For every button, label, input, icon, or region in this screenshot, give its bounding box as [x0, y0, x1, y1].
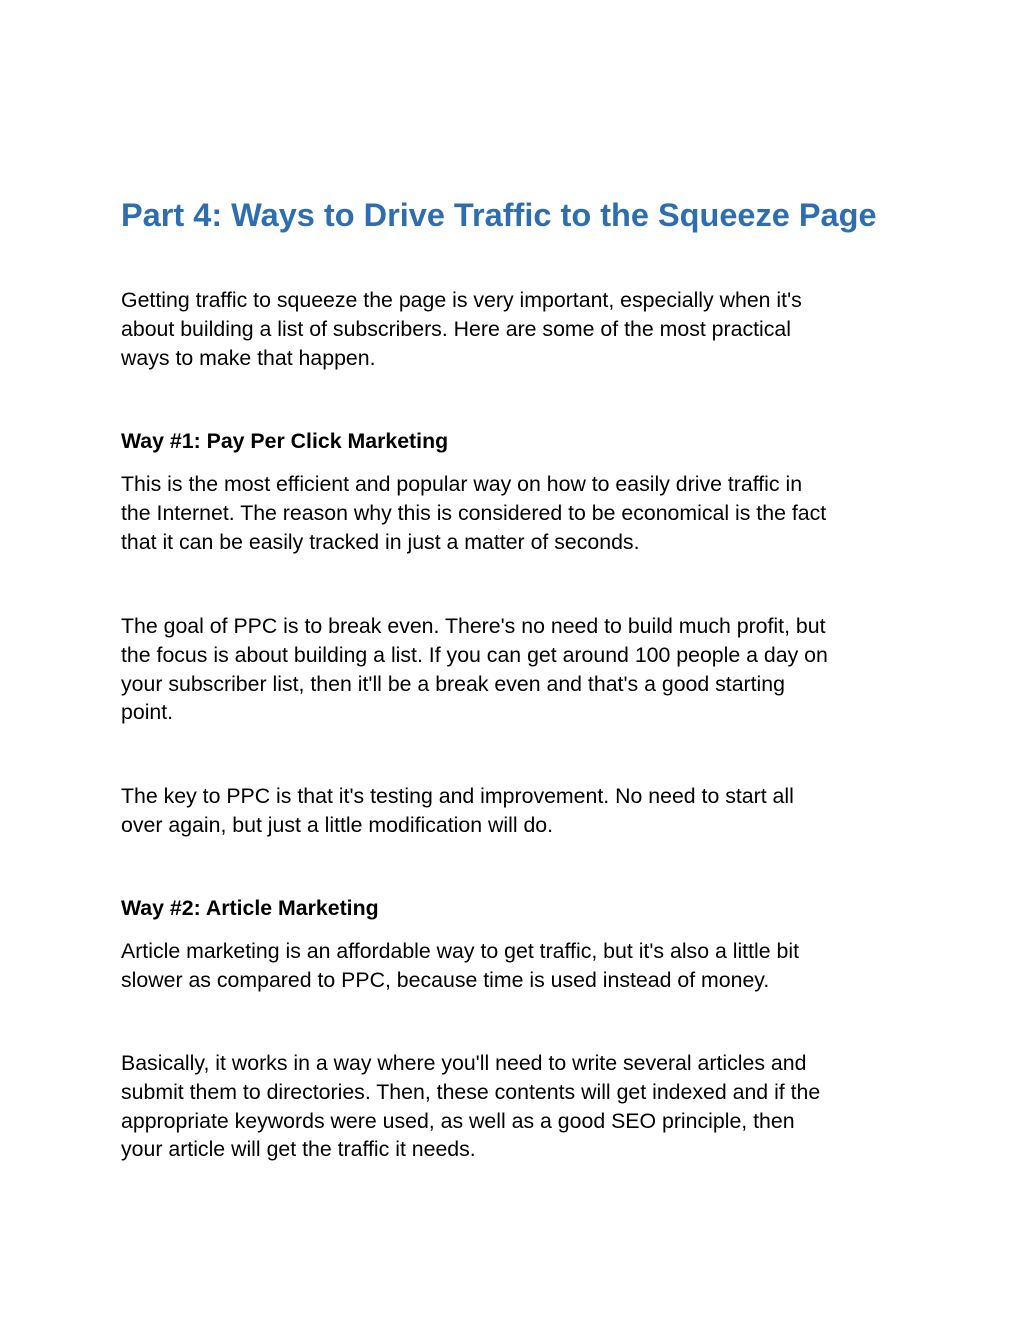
intro-paragraph: Getting traffic to squeeze the page is very important, especially when it's about building a list of subscribers. Here are some of the most practical ways to make that happen.: [121, 288, 802, 370]
way2-paragraph-1: Article marketing is an affordable way to get traffic, but it's also a little bit slower as compared to PPC, because time is used instead of money.: [121, 939, 800, 992]
way2-paragraph-2: Basically, it works in a way where you'll need to write several articles and submit them to directories. Then, these contents will get indexed and if the appropriate keywords were used, as well as a good SEO principle, then your article will get the traffic it needs.: [121, 1051, 821, 1162]
way2-heading: Way #2: Article Marketing: [121, 896, 379, 920]
page-title: Part 4: Ways to Drive Traffic to the Squeeze Page: [121, 197, 877, 233]
way1-paragraph-1: This is the most efficient and popular way on how to easily drive traffic in the Internet. The reason why this is considered to be economical is the fact that it can be easily tracked in just a matter of seconds.: [121, 472, 827, 554]
way1-paragraph-3: The key to PPC is that it's testing and improvement. No need to start all over again, but just a little modification will do.: [121, 784, 794, 837]
way1-paragraph-2: The goal of PPC is to break even. There's no need to build much profit, but the focus is about building a list. If you can get around 100 people a day on your subscriber list, then it'll be a break even and that's a good starting point.: [121, 614, 828, 725]
way1-heading: Way #1: Pay Per Click Marketing: [121, 429, 449, 453]
